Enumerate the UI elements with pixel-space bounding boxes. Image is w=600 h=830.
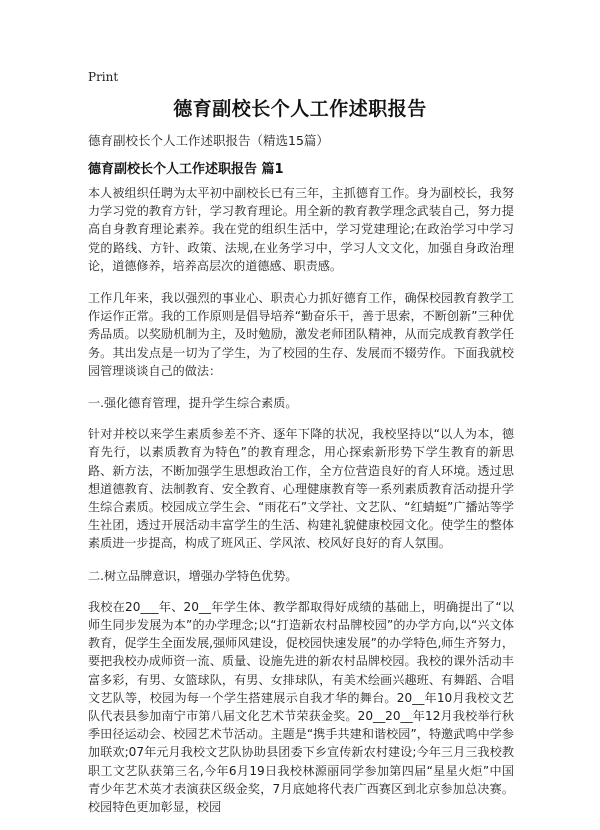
paragraph-work-principles: 工作几年来，我以强烈的事业心、职责心力抓好德育工作，确保校园教育教学工作运作正常。我的工作原则是倡导培养“勤奋乐干，善于思索，不断创新”三种优秀品质。以奖励机制为主，及时勉励，激发老师团队精神，从而完成教育教学任务。其出发点是一切为了学生，为了校园的生存、发展而不辍劳作。下面我就校园管理谈谈自己的做法： — [88, 291, 514, 378]
subheading-brand-awareness: 二.树立品牌意识，增强办学特色优势。 — [88, 568, 298, 583]
paragraph-intro: 本人被组织任聘为太平初中副校长已有三年，主抓德育工作。身为副校长，我努力学习党的教育方针，学习教育理论。用全新的教育教学理念武装自己，努力提高自身教育理论素养。我在党的组织生活中，学习党建理论;在政治学习中学习党的路线、方针、政策、法规,在业务学习中，学习人文文化，加强自身政治理论，道德修养，培养高层次的道德感、职责感。 — [88, 186, 514, 273]
document-body — [88, 184, 514, 830]
print-label: Print — [88, 70, 119, 84]
document-subtitle: 德育副校长个人工作述职报告（精选15篇） — [88, 133, 329, 148]
subheading-moral-management: 一.强化德育管理，提升学生综合素质。 — [88, 396, 298, 411]
section-heading: 德育副校长个人工作述职报告 篇1 — [88, 162, 284, 177]
paragraph-student-quality: 针对并校以来学生素质参差不齐、逐年下降的状况，我校坚持以“以人为本，德育先行，以素质教育为特色”的教育理念，用心探索新形势下学生教育的新思路、新方法，不断加强学生思想政治工作，全方位营造良好的育人环境。透过思想道德教育、法制教育、安全教育、心理健康教育等一系列素质教育活动提升学生综合素质。校园成立学生会、“雨花石”文学社、文艺队、“红蜻蜓”广播站等学生社团，透过开展活动丰富学生的生活、构建礼貌健康校园文化。使学生的整体素质进一步提高，构成了班风正、学风浓、校风好良好的育人氛围。 — [88, 427, 514, 551]
paragraph-school-features: 我校在20___年、20__年学生体、教学都取得好成绩的基础上，明确提出了“以师生同步发展为本”的办学理念;以“打造新农村品牌校园”的办学方向,以“兴文体教育，促学生全面发展,强师风建设，促校园快速发展”的办学特色,师生齐努力，要把我校办成师资一流、质量、设施先进的新农村品牌校园。我校的课外活动丰富多彩，有男、女篮球队，有男、女排球队，有美术绘画兴趣班、有舞蹈、合唱文艺队等，校园为每一个学生搭建展示自我才华的舞台。20__年10月我校文艺队代表县参加南宁市第八届文化艺术节荣获金奖。20__20__年12月我校举行秋季田径运动会、校园艺术节活动。主题是“携手共建和谐校园”，特邀武鸣中学参加联欢;07年元月我校文艺队协助县团委下乡宣传新农村建设;今年三月三我校教职工文艺队获第三名,今年6月19日我校林源丽同学参加第四届“星星火炬”中国青少年艺术英才表演获区级金奖，7月底她将代表广西赛区到北京参加总决赛。校园特色更加彰显，校园 — [88, 599, 514, 815]
document-title: 德育副校长个人工作述职报告 — [173, 98, 427, 120]
